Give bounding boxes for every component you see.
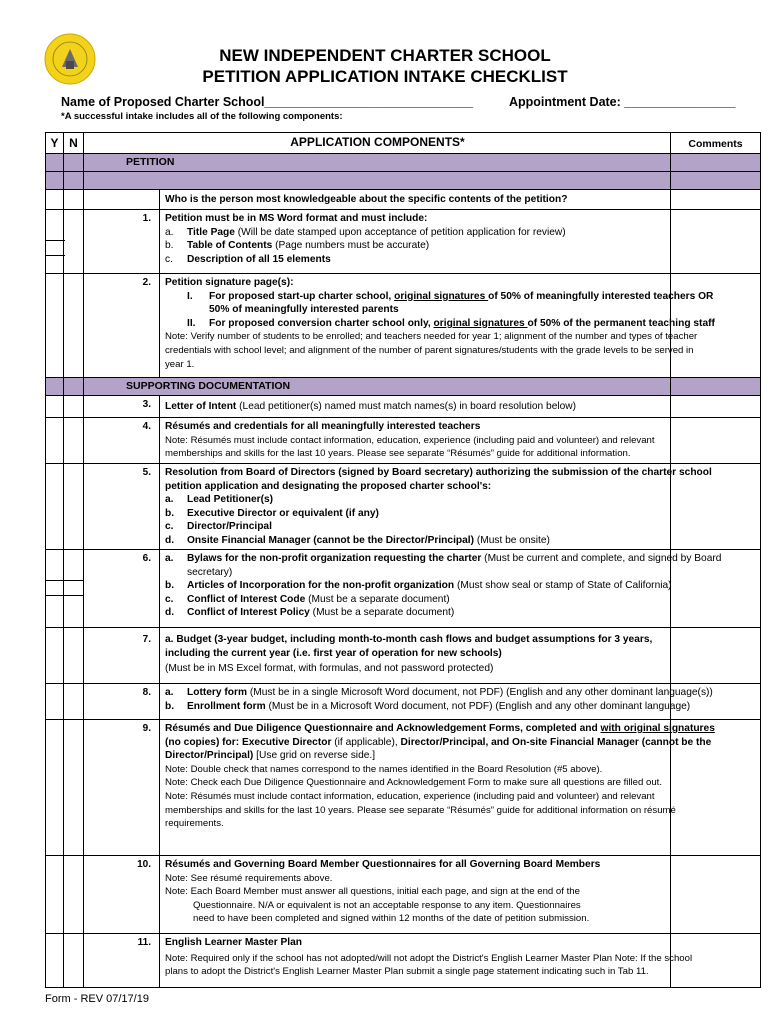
item-number: 10. — [84, 856, 160, 934]
table-row — [45, 274, 761, 378]
checkbox-y[interactable] — [45, 628, 64, 684]
section-petition-label: PETITION — [84, 154, 671, 172]
comments-cell[interactable] — [671, 684, 761, 720]
item-2-text: Petition signature page(s): I. For proposed start-up charter school, original signatures of 50% of meaningfully interested teachers OR 50% of meaningfully interested parents II. For proposed conversion charter school only, original signatures of 50% of the permanent teaching staff Note: Verify number of students to be enrolled; and teachers needed for year 1; alignment of the number and types of teacher credentials with school level; and alignment of the number of parent signatures/students with the grade levels to be served in year 1. — [160, 274, 671, 378]
item-number: 9. — [84, 720, 160, 856]
school-name-field[interactable]: Name of Proposed Charter School______________________________ — [61, 95, 474, 109]
section-petition-row — [45, 154, 761, 172]
checkbox-y[interactable] — [45, 550, 64, 628]
item-10-text: Résumés and Governing Board Member Questionnaires for all Governing Board Members Note: See résumé requirements above. Note: Each Board Member must answer all questions, initial each page, and sign at the end of the Questionnaire. N/A or equivalent is not an acceptable response to any item. Questionnaires need to have been completed and signed within 12 months of the date of petition submission. — [160, 856, 671, 934]
checkbox-n[interactable] — [64, 464, 84, 550]
comments-cell[interactable] — [671, 720, 761, 856]
item-number: 5. — [84, 464, 160, 550]
comments-cell[interactable] — [671, 418, 761, 464]
checkbox-y[interactable] — [45, 210, 64, 274]
table-row — [45, 190, 761, 210]
item-7-text: a. Budget (3-year budget, including month-to-month cash flows and budget assumptions for 3 years, including the current year (i.e. first year of operation for new schools) (Must be in MS Excel format, with formulas, and not password protected) — [160, 628, 671, 684]
checkbox-y[interactable] — [45, 464, 64, 550]
intake-note: *A successful intake includes all of the following components: — [61, 111, 343, 122]
comments-cell[interactable] — [671, 396, 761, 418]
table-row — [45, 210, 761, 274]
table-row — [45, 684, 761, 720]
table-header-row — [45, 132, 761, 154]
document-title-line1: NEW INDEPENDENT CHARTER SCHOOL — [219, 46, 551, 65]
checkbox-y[interactable] — [45, 934, 64, 988]
knowledgeable-person-text: Who is the person most knowledgeable about the specific contents of the petition? — [160, 190, 671, 210]
comments-cell[interactable] — [671, 210, 761, 274]
checkbox-n[interactable] — [64, 396, 84, 418]
comments-cell[interactable] — [671, 190, 761, 210]
checkbox-n[interactable] — [64, 418, 84, 464]
appointment-date-field[interactable]: Appointment Date: ________________ — [509, 95, 736, 109]
comments-cell[interactable] — [671, 274, 761, 378]
item-number: 8. — [84, 684, 160, 720]
section-supporting-label: SUPPORTING DOCUMENTATION — [84, 378, 671, 396]
checkbox-n[interactable] — [64, 628, 84, 684]
col-header-n: N — [64, 132, 84, 154]
table-row — [45, 856, 761, 934]
checkbox-n[interactable] — [64, 190, 84, 210]
section-spacer-row — [45, 172, 761, 190]
checkbox-n[interactable] — [64, 856, 84, 934]
table-row — [45, 550, 761, 628]
item-number: 1. — [84, 210, 160, 274]
checkbox-n[interactable] — [64, 684, 84, 720]
item-6-text: a. Bylaws for the non-profit organization requesting the charter (Must be current and complete, and signed by Board secretary) b. Articles of Incorporation for the non-profit organization (Must show seal or stamp of State of California) c. Conflict of Interest Code (Must be a separate document) d. Conflict of Interest Policy (Must be a separate document) — [160, 550, 671, 628]
section-supporting-row — [45, 378, 761, 396]
col-header-comments: Comments — [671, 132, 761, 154]
table-row — [45, 396, 761, 418]
checkbox-y[interactable] — [45, 274, 64, 378]
item-5-text: Resolution from Board of Directors (signed by Board secretary) authorizing the submission of the charter school petition application and designating the proposed charter school's: a. Lead Petitioner(s) b. Executive Director or equivalent (if any) c. Director/Principal d. Onsite Financial Manager (cannot be the Director/Principal) (Must be onsite) — [160, 464, 671, 550]
item-11-text: English Learner Master Plan Note: Required only if the school has not adopted/will not adopt the District's English Learner Master Plan Note: If the school plans to adopt the District's English Learner Master Plan submit a single page statement indicating such in Tab 11. — [160, 934, 671, 988]
table-row — [45, 720, 761, 856]
item-9-text: Résumés and Due Diligence Questionnaire and Acknowledgement Forms, completed and with original signatures (no copies) for: Executive Director (if applicable), Director/Principal, and On-site Financial Manager (cannot be the Director/Principal) [Use grid on reverse side.] Note: Double check that names correspond to the names identified in the Board Resolution (#5 above). Note: Check each Due Diligence Questionnaire and Acknowledgement Form to make sure all questions are filled out. Note: Résumés must include contact information, education, experience (including paid and volunteer) and relevant memberships and skills for the last 10 years. Please see separate “Résumés” guide for additional information on résumé requirements. — [160, 720, 671, 856]
comments-cell[interactable] — [671, 628, 761, 684]
col-header-y: Y — [45, 132, 64, 154]
checkbox-n[interactable] — [64, 210, 84, 274]
item-number: 3. — [84, 396, 160, 418]
item-number: 11. — [84, 934, 160, 988]
item-1-text: Petition must be in MS Word format and must include: a. Title Page (Will be date stamped upon acceptance of petition application for review) b. Table of Contents (Page numbers must be accurate) c. Description of all 15 elements — [160, 210, 671, 274]
comments-cell[interactable] — [671, 934, 761, 988]
checkbox-n[interactable] — [64, 934, 84, 988]
item-number: 6. — [84, 550, 160, 628]
checkbox-y[interactable] — [45, 190, 64, 210]
item-number: 4. — [84, 418, 160, 464]
checklist-table — [45, 132, 761, 988]
comments-cell[interactable] — [671, 550, 761, 628]
col-header-components: APPLICATION COMPONENTS* — [84, 132, 671, 154]
form-revision: Form - REV 07/17/19 — [45, 993, 149, 1005]
comments-cell[interactable] — [671, 856, 761, 934]
checkbox-n[interactable] — [64, 274, 84, 378]
comments-cell[interactable] — [671, 464, 761, 550]
table-row — [45, 464, 761, 550]
checkbox-y[interactable] — [45, 720, 64, 856]
item-8-text: a. Lottery form (Must be in a single Microsoft Word document, not PDF) (English and any other dominant language(s)) b. Enrollment form (Must be in a Microsoft Word document, not PDF) (English and any other dominant language) — [160, 684, 671, 720]
checkbox-y[interactable] — [45, 856, 64, 934]
item-3-text: Letter of Intent (Lead petitioner(s) named must match names(s) in board resolution below) — [160, 396, 671, 418]
checkbox-y[interactable] — [45, 396, 64, 418]
table-row — [45, 934, 761, 988]
checkbox-y[interactable] — [45, 684, 64, 720]
item-4-text: Résumés and credentials for all meaningfully interested teachers Note: Résumés must include contact information, education, experience (including paid and volunteer) and relevant memberships and skills for the last 10 years. Please see separate “Résumés” guide for additional information. — [160, 418, 671, 464]
item-number: 7. — [84, 628, 160, 684]
document-title-line2: PETITION APPLICATION INTAKE CHECKLIST — [202, 67, 568, 86]
table-row — [45, 628, 761, 684]
checkbox-n[interactable] — [64, 550, 84, 628]
header-fields — [61, 95, 761, 109]
item-number: 2. — [84, 274, 160, 378]
table-row — [45, 418, 761, 464]
checkbox-y[interactable] — [45, 418, 64, 464]
checkbox-n[interactable] — [64, 720, 84, 856]
